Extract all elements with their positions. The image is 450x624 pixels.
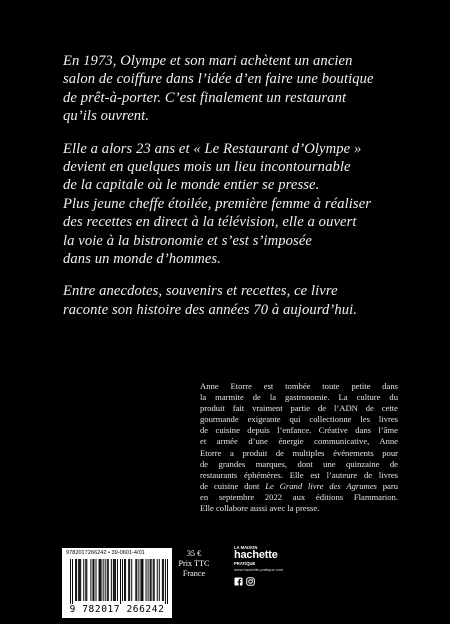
isbn-digits: 9 782017 266242 xyxy=(69,604,165,615)
blurb-paragraph-2: Elle a alors 23 ans et « Le Restaurant d’Olympe » devient en quelques mois un lieu incontournable de la capitale où le monde entier se presse. Plus jeune cheffe étoilée, première femme à réaliser des recettes en direct à la télévision, elle a ouvert la voie à la bistronomie et s’est s’imposée dans un monde d’hommes. xyxy=(63,140,372,268)
social-icons xyxy=(234,577,255,586)
bio-line-book: de cuisine dont Le Grand livre des Agrumes paru xyxy=(200,480,399,491)
publisher-logo xyxy=(234,545,294,572)
author-bio: Anne Etorre est tombée toute petite dans la marmite de la gastronomie. La culture du produit fait vraiment partie de l’ADN de cette gourmande exigeante qui collectionne les livres de cuisine depuis l’enfance. Créative dans l’âme et armée d’une énergie communicative, Anne Etorre a produit de multiples événements pour de grandes marques, dont une quinzaine de restaurants éphémères. Elle est l’auteure de livres de cuisine dont Le Grand livre des Agrumes paru en septembre 2022 aux éditions Flammarion. Elle collabore aussi avec la presse. xyxy=(200,381,399,514)
publisher-sub: PRATIQUE xyxy=(234,561,256,566)
blurb-paragraph-3: Entre anecdotes, souvenirs et recettes, ce livre raconte son histoire des années 70 à aujourd’hui. xyxy=(63,283,358,318)
price-country: France xyxy=(182,569,206,579)
instagram-icon xyxy=(246,577,255,586)
bio-book-title: Le Grand livre des Agrumes xyxy=(265,480,377,491)
facebook-icon xyxy=(234,577,243,586)
isbn-barcode xyxy=(62,548,172,618)
price-amount: 35 € xyxy=(186,549,202,558)
back-cover-blurb xyxy=(63,52,433,333)
publisher-top: LA MAISON xyxy=(234,545,258,550)
isbn-code: 9782017266242 • 39-0601-4/01 xyxy=(66,550,145,556)
publisher-url: www.hachette-pratique.com xyxy=(234,567,284,572)
publisher-name: hachette xyxy=(234,549,278,561)
price-label: Prix TTC xyxy=(178,559,210,569)
price-block xyxy=(176,549,212,580)
barcode-bars xyxy=(70,559,168,604)
blurb-paragraph-1: En 1973, Olympe et son mari achètent un ancien salon de coiffure dans l’idée d’en faire une boutique de prêt-à-porter. C’est finalement un restaurant qu’ils ouvrent. xyxy=(63,53,374,125)
